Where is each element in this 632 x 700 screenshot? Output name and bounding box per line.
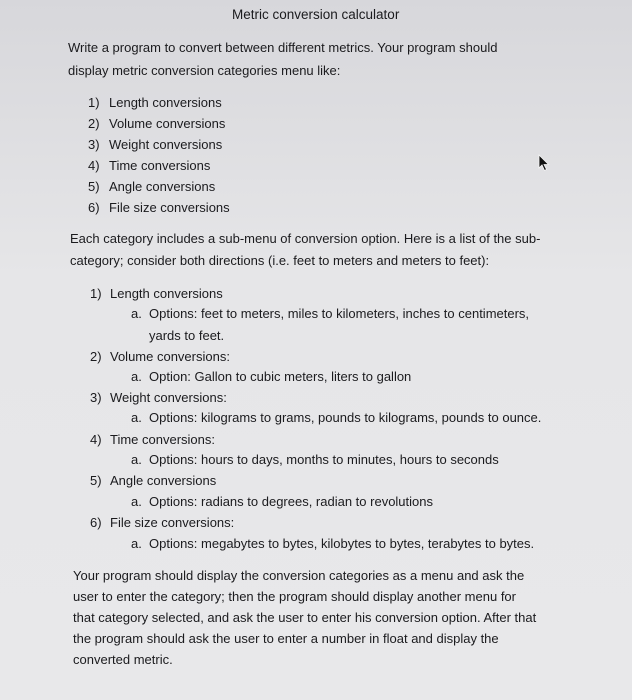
option-text: Options: radians to degrees, radian to revolutions bbox=[149, 494, 434, 509]
sub-intro-line-2: category; consider both directions (i.e. feet to meters and meters to feet): bbox=[70, 253, 490, 268]
closing-line: that category selected, and ask the user to enter his conversion option. After that bbox=[73, 610, 537, 625]
subcategory-number: 6) bbox=[90, 515, 102, 530]
option-text: Options: kilograms to grams, pounds to kilograms, pounds to ounce. bbox=[149, 410, 542, 425]
option-text: Options: hours to days, months to minutes, hours to seconds bbox=[149, 452, 499, 467]
subcategory-number: 1) bbox=[90, 286, 102, 301]
intro-line-2: display metric conversion categories menu like: bbox=[68, 63, 341, 78]
menu-item-label: Volume conversions bbox=[109, 116, 226, 131]
sub-intro-line-1: Each category includes a sub-menu of conversion option. Here is a list of the sub- bbox=[70, 231, 541, 246]
menu-item-label: Weight conversions bbox=[109, 137, 223, 152]
subcategory-label: Weight conversions: bbox=[110, 390, 227, 405]
menu-item-number: 4) bbox=[88, 158, 100, 173]
option-text: Option: Gallon to cubic meters, liters to gallon bbox=[149, 369, 412, 384]
closing-line: the program should ask the user to enter a number in float and display the bbox=[73, 631, 499, 646]
option-letter: a. bbox=[131, 306, 142, 321]
subcategory-label: Angle conversions bbox=[110, 473, 217, 488]
closing-line: converted metric. bbox=[73, 652, 173, 667]
closing-line: user to enter the category; then the program should display another menu for bbox=[73, 589, 516, 604]
menu-item-number: 3) bbox=[88, 137, 100, 152]
subcategory-number: 2) bbox=[90, 349, 102, 364]
page-title: Metric conversion calculator bbox=[232, 7, 400, 22]
option-text: Options: feet to meters, miles to kilometers, inches to centimeters, bbox=[149, 306, 530, 321]
menu-item-label: Angle conversions bbox=[109, 179, 216, 194]
subcategory-label: Length conversions bbox=[110, 286, 223, 301]
intro-line-1: Write a program to convert between different metrics. Your program should bbox=[68, 40, 498, 55]
option-letter: a. bbox=[131, 452, 142, 467]
subcategory-number: 3) bbox=[90, 390, 102, 405]
menu-item-number: 5) bbox=[88, 179, 100, 194]
closing-line: Your program should display the conversion categories as a menu and ask the bbox=[73, 568, 525, 583]
option-letter: a. bbox=[131, 494, 142, 509]
option-text-continued: yards to feet. bbox=[149, 328, 225, 343]
subcategory-label: Volume conversions: bbox=[110, 349, 230, 364]
menu-item-label: Length conversions bbox=[109, 95, 222, 110]
option-text: Options: megabytes to bytes, kilobytes to bytes, terabytes to bytes. bbox=[149, 536, 535, 551]
mouse-pointer-icon bbox=[538, 154, 550, 172]
subcategory-label: File size conversions: bbox=[110, 515, 235, 530]
menu-item-label: File size conversions bbox=[109, 200, 230, 215]
menu-item-number: 2) bbox=[88, 116, 100, 131]
subcategory-number: 4) bbox=[90, 432, 102, 447]
option-letter: a. bbox=[131, 410, 142, 425]
option-letter: a. bbox=[131, 369, 142, 384]
subcategory-label: Time conversions: bbox=[110, 432, 215, 447]
menu-item-number: 1) bbox=[88, 95, 100, 110]
menu-item-number: 6) bbox=[88, 200, 100, 215]
menu-item-label: Time conversions bbox=[109, 158, 211, 173]
subcategory-number: 5) bbox=[90, 473, 102, 488]
option-letter: a. bbox=[131, 536, 142, 551]
